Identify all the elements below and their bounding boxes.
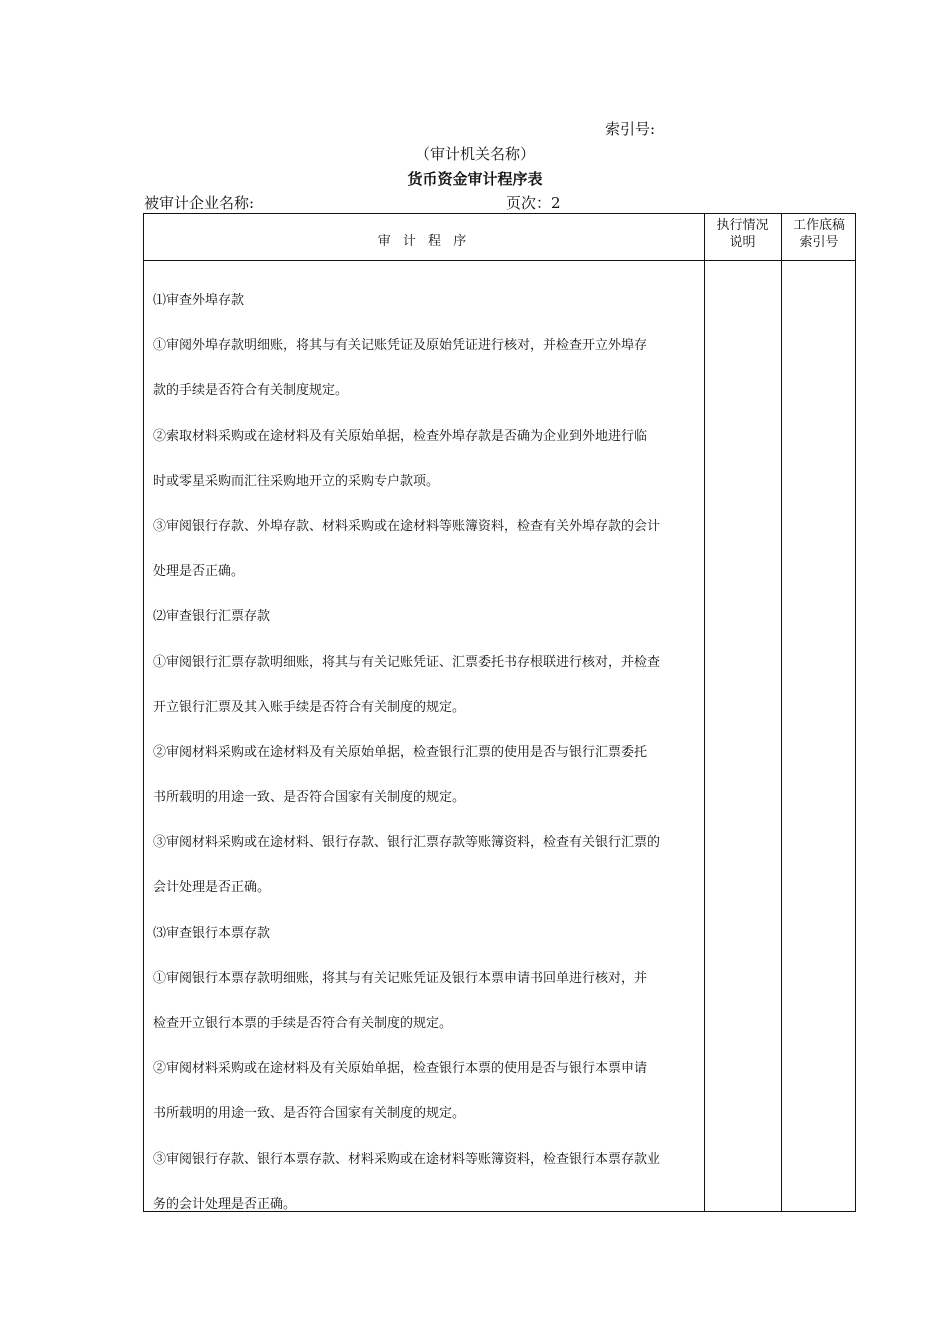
workpaper-index-column-header xyxy=(781,217,857,251)
procedure-line: ①审阅银行本票存款明细账，将其与有关记账凭证及银行本票申请书回单进行核对，并 xyxy=(153,970,648,986)
procedure-line: 书所载明的用途一致、是否符合国家有关制度的规定。 xyxy=(153,790,466,806)
audit-org-name: （审计机关名称） xyxy=(414,145,535,163)
column-divider xyxy=(781,214,782,1211)
procedure-line: ②审阅材料采购或在途材料及有关原始单据，检查银行本票的使用是否与银行本票申请 xyxy=(153,1061,648,1077)
document-title: 货币资金审计程序表 xyxy=(407,170,543,188)
procedure-line: 处理是否正确。 xyxy=(153,564,245,580)
execution-column-header xyxy=(704,217,781,251)
procedure-line: ②索取材料采购或在途材料及有关原始单据，检查外埠存款是否确为企业到外地进行临 xyxy=(153,428,648,444)
procedure-line: 务的会计处理是否正确。 xyxy=(153,1196,297,1212)
procedure-line: ③审阅银行存款、银行本票存款、材料采购或在途材料等账簿资料，检查银行本票存款业 xyxy=(153,1151,661,1167)
procedure-text xyxy=(153,291,698,1240)
execution-header-line: 说明 xyxy=(729,235,756,250)
index-number-label: 索引号: xyxy=(605,120,656,138)
procedure-line: 会计处理是否正确。 xyxy=(153,880,271,896)
procedure-line: ③审阅材料采购或在途材料、银行存款、银行汇票存款等账簿资料，检查有关银行汇票的 xyxy=(153,835,661,851)
header-divider xyxy=(144,260,855,261)
procedure-line: 款的手续是否符合有关制度规定。 xyxy=(153,383,349,399)
workpaper-header-line: 工作底稿 xyxy=(792,218,845,233)
procedure-column-header: 审 计 程 序 xyxy=(377,234,471,249)
procedure-line: 时或零星采购而汇往采购地开立的采购专户款项。 xyxy=(153,473,440,489)
column-divider xyxy=(704,214,705,1211)
company-name-label: 被审计企业名称: xyxy=(144,194,255,212)
page-number: 页次：2 xyxy=(506,194,561,212)
workpaper-header-line: 索引号 xyxy=(799,235,839,250)
company-info-line xyxy=(144,192,562,214)
procedure-line: ①审阅外埠存款明细账，将其与有关记账凭证及原始凭证进行核对，并检查开立外埠存 xyxy=(153,338,648,354)
procedure-line: ③审阅银行存款、外埠存款、材料采购或在途材料等账簿资料，检查有关外埠存款的会计 xyxy=(153,518,661,534)
procedure-line: 检查开立银行本票的手续是否符合有关制度的规定。 xyxy=(153,1016,453,1031)
audit-procedure-table xyxy=(143,213,856,1212)
procedure-line: ⑵审查银行汇票存款 xyxy=(153,609,271,625)
procedure-line: ②审阅材料采购或在途材料及有关原始单据，检查银行汇票的使用是否与银行汇票委托 xyxy=(153,744,648,760)
procedure-line: ①审阅银行汇票存款明细账，将其与有关记账凭证、汇票委托书存根联进行核对，并检查 xyxy=(153,654,661,670)
procedure-line: 开立银行汇票及其入账手续是否符合有关制度的规定。 xyxy=(153,699,466,715)
procedure-line: 书所载明的用途一致、是否符合国家有关制度的规定。 xyxy=(153,1106,466,1122)
procedure-line: ⑴审查外埠存款 xyxy=(153,293,245,308)
procedure-line: ⑶审查银行本票存款 xyxy=(153,925,271,941)
execution-header-line: 执行情况 xyxy=(716,218,769,233)
